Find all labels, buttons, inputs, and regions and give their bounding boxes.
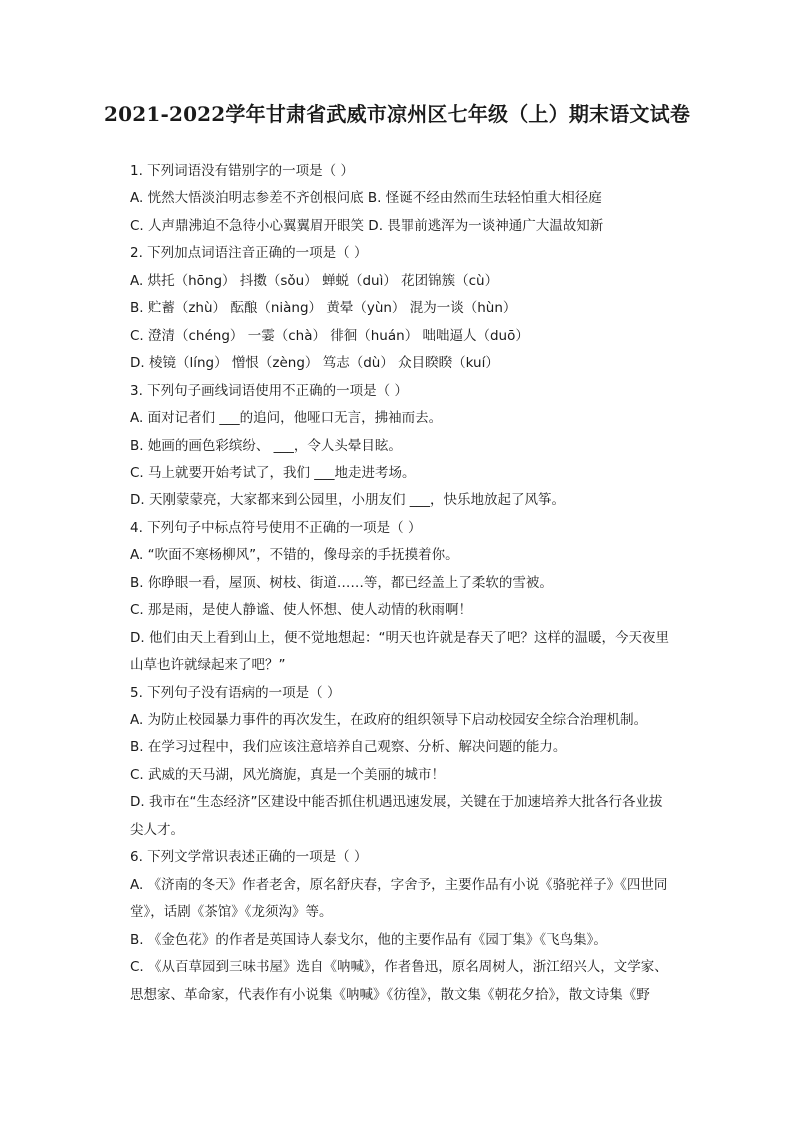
question-4-option-c: C. 那是雨，是使人静谧、使人怀想、使人动情的秋雨啊！ [130, 602, 473, 619]
question-5-option-d-cont: 尖人才。 [130, 821, 184, 838]
question-4-option-b: B. 你睁眼一看，屋顶、树枝、街道……等，都已经盖上了柔软的雪被。 [130, 574, 553, 591]
question-4-option-d-cont: 山草也许就绿起来了吧？” [130, 657, 286, 674]
question-2-option-a: A. 烘托（hōng） 抖擞（sǒu） 蝉蜕（duì） 花团锦簇（cù） [130, 272, 499, 289]
question-3-stem: 3. 下列句子画线词语使用不正确的一项是（ ） [130, 382, 408, 399]
question-4-stem: 4. 下列句子中标点符号使用不正确的一项是（ ） [130, 519, 422, 536]
question-2-stem: 2. 下列加点词语注音正确的一项是（ ） [130, 245, 368, 262]
question-2-option-c: C. 澄清（chéng） 一霎（chà） 徘徊（huán） 咄咄逼人（duō） [130, 327, 529, 344]
question-6-option-a: A. 《济南的冬天》作者老舍，原名舒庆春，字舍予，主要作品有小说《骆驼祥子》《四世同 [130, 876, 668, 893]
question-1-options-cd: C. 人声鼎沸迫不急待小心翼翼眉开眼笑 D. 畏罪前逃浑为一谈神通广大温故知新 [130, 217, 604, 234]
question-2-option-b: B. 贮蓄（zhù） 酝酿（niàng） 黄晕（yùn） 混为一谈（hùn） [130, 300, 517, 317]
question-3-option-d: D. 天刚蒙蒙亮，大家都来到公园里，小朋友们 ___，快乐地放起了风筝。 [130, 492, 566, 509]
exam-title: 2021-2022学年甘肃省武威市凉州区七年级（上）期末语文试卷 [103, 102, 691, 126]
question-1-options-ab: A. 恍然大悟淡泊明志参差不齐创根问底 B. 怪诞不经由然而生珐轻怕重大相径庭 [130, 190, 602, 207]
question-2-option-d: D. 棱镜（líng） 憎恨（zèng） 笃志（dù） 众目睽睽（kuí） [130, 355, 499, 372]
question-6-option-c: C. 《从百草园到三味书屋》选自《呐喊》，作者鲁迅，原名周树人，浙江绍兴人，文学家、 [130, 959, 668, 975]
question-4-option-a: A. “吹面不寒杨柳风”，不错的，像母亲的手抚摸着你。 [130, 547, 459, 564]
question-3-option-c: C. 马上就要开始考试了，我们 ___地走进考场。 [130, 464, 416, 481]
question-5-option-a: A. 为防止校园暴力事件的再次发生，在政府的组织领导下启动校园安全综合治理机制。 [130, 712, 648, 728]
question-6-stem: 6. 下列文学常识表述正确的一项是（ ） [130, 849, 368, 866]
question-5-option-b: B. 在学习过程中，我们应该注意培养自己观察、分析、解决问题的能力。 [130, 739, 567, 756]
question-6-option-c-cont: 思想家、革命家，代表作有小说集《呐喊》《彷徨》，散文集《朝花夕拾》，散文诗集《野 [130, 986, 650, 1003]
question-5-option-d: D. 我市在“生态经济”区建设中能否抓住机遇迅速发展，关键在于加速培养大批各行各业拔 [130, 794, 663, 811]
question-6-option-b: B. 《金色花》的作者是英国诗人泰戈尔，他的主要作品有《园丁集》《飞鸟集》。 [130, 931, 607, 948]
question-3-option-a: A. 面对记者们 ___的追问，他哑口无言，拂袖而去。 [130, 410, 443, 426]
question-5-stem: 5. 下列句子没有语病的一项是（ ） [130, 684, 341, 701]
question-4-option-d: D. 他们由天上看到山上，便不觉地想起：“明天也许就是春天了吧？这样的温暖，今天夜里 [130, 629, 669, 646]
question-6-option-a-cont: 堂》，话剧《茶馆》《龙须沟》等。 [130, 904, 333, 921]
question-1-stem: 1. 下列词语没有错别字的一项是（ ） [130, 163, 354, 179]
question-5-option-c: C. 武威的天马湖，风光旖旎，真是一个美丽的城市！ [130, 766, 446, 783]
question-3-option-b: B. 她画的画色彩缤纷、 ___，令人头晕目眩。 [130, 437, 402, 454]
